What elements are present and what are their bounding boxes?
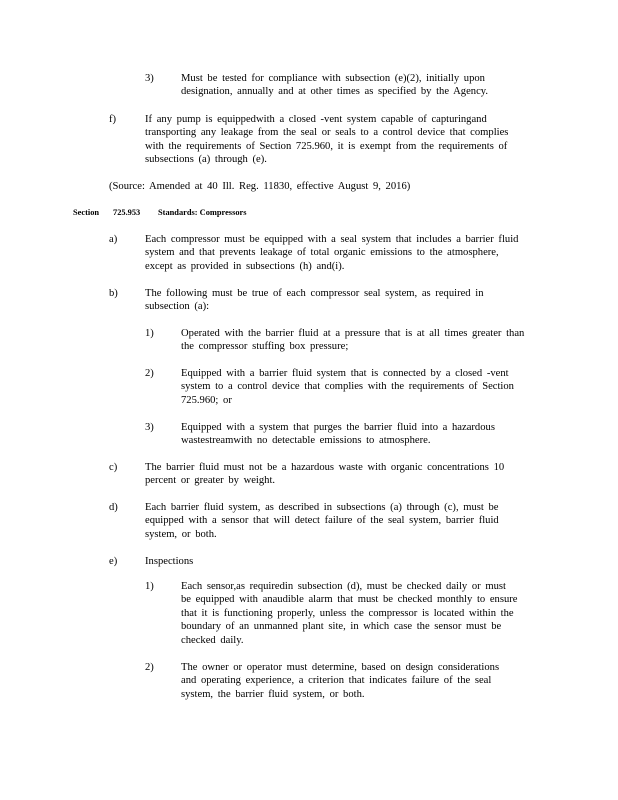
item-line: except as provided in subsections (h) and(i). — [145, 260, 345, 272]
item-line: wastestreamwith no detectable emissions to atmosphere. — [181, 435, 431, 447]
item-label: e) — [109, 556, 118, 567]
section-heading — [0, 208, 618, 220]
item-label: f) — [109, 114, 117, 125]
item-label: 2) — [145, 662, 154, 673]
item-label: 1) — [145, 581, 154, 592]
item-line: system, or both. — [145, 528, 217, 540]
item-label: a) — [109, 234, 118, 245]
item-line: Operated with the barrier fluid at a pressure that is at all times greater than — [181, 328, 525, 339]
item-line: Must be tested for compliance with subsection (e)(2), initially upon — [181, 73, 485, 84]
item-line: The barrier fluid must not be a hazardous waste with organic concentrations 10 — [145, 462, 505, 473]
item-line: system, the barrier fluid system, or both. — [181, 688, 365, 700]
item-line: Equipped with a system that purges the barrier fluid into a hazardous — [181, 422, 495, 433]
item-line: transporting any leakage from the seal or seals to a control device that complies — [145, 127, 509, 139]
item-line: that it is functioning properly, unless the compressor is located within the — [181, 607, 514, 619]
item-line: percent or greater by weight. — [145, 475, 276, 487]
item-line: If any pump is equippedwith a closed -vent system capable of capturingand — [145, 114, 487, 125]
item-line: with the requirements of Section 725.960, it is exempt from the requirements of — [145, 140, 508, 152]
item-line: 725.960; or — [181, 394, 232, 406]
item-label: b) — [109, 288, 118, 299]
item-line: Each barrier fluid system, as described in subsections (a) through (c), must be — [145, 502, 499, 513]
item-line: (Source: Amended at 40 Ill. Reg. 11830, effective August 9, 2016) — [109, 181, 411, 192]
item-line: boundary of an unmanned plant site, in which case the sensor must be — [181, 621, 502, 633]
section-title: Standards: Compressors — [158, 208, 247, 217]
item-line: subsections (a) through (e). — [145, 154, 267, 166]
item-line: Each compressor must be equipped with a seal system that includes a barrier fluid — [145, 234, 519, 245]
section-number: 725.953 — [113, 208, 141, 217]
item-label: 3) — [145, 422, 154, 433]
item-line: subsection (a): — [145, 301, 210, 313]
item-line: Inspections — [145, 556, 194, 567]
item-line: be equipped with anaudible alarm that must be checked monthly to ensure — [181, 594, 518, 606]
item-label: 3) — [145, 73, 154, 84]
item-line: system to a control device that complies with the requirements of Section — [181, 381, 514, 393]
item-line: designation, annually and at other times as specified by the Agency. — [181, 86, 489, 98]
item-line: and operating experience, a criterion that indicates failure of the seal — [181, 675, 492, 687]
item-line: Equipped with a barrier fluid system that is connected by a closed -vent — [181, 368, 509, 379]
item-line: system and that prevents leakage of total organic emissions to the atmosphere, — [145, 247, 499, 259]
item-line: the compressor stuffing box pressure; — [181, 341, 349, 353]
item-line: checked daily. — [181, 634, 244, 646]
item-label: d) — [109, 502, 118, 513]
section-word: Section — [73, 208, 100, 217]
item-line: The owner or operator must determine, based on design considerations — [181, 662, 500, 673]
item-line: equipped with a sensor that will detect failure of the seal system, barrier fluid — [145, 515, 499, 527]
item-line: Each sensor,as requiredin subsection (d), must be checked daily or must — [181, 581, 506, 592]
item-label: 1) — [145, 328, 154, 339]
item-line: The following must be true of each compressor seal system, as required in — [145, 288, 484, 299]
item-label: c) — [109, 462, 118, 473]
item-label: 2) — [145, 368, 154, 379]
